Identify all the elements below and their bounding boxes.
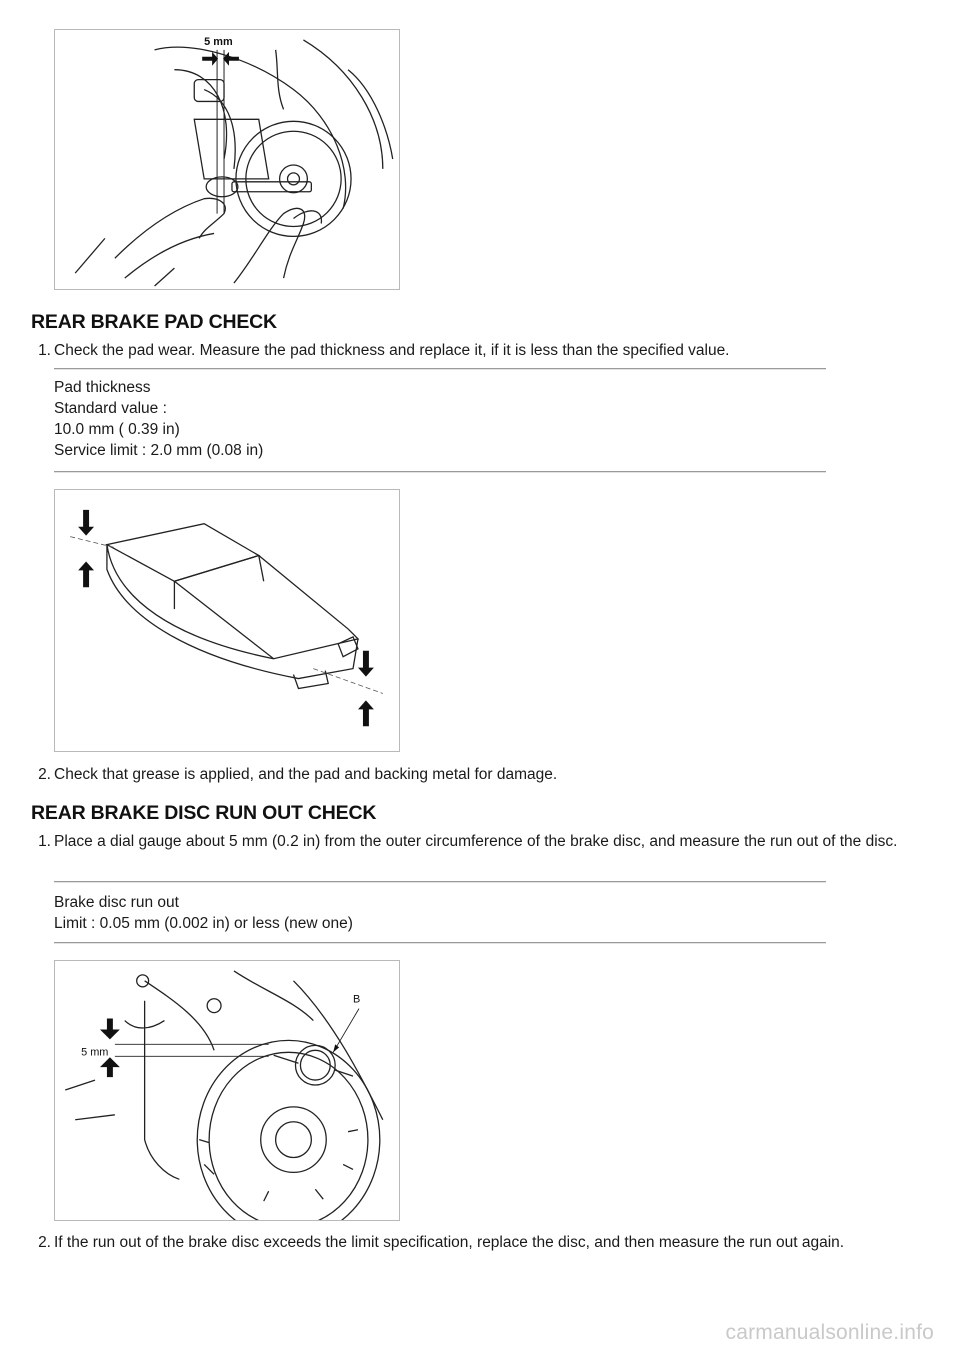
brake-pad-figure: [54, 489, 400, 752]
caliper-measurement-drawing: [55, 30, 399, 289]
spec-line: Brake disc run out: [54, 894, 179, 911]
step-text: Check that grease is applied, and the pad and backing metal for damage.: [54, 766, 558, 783]
step-number: 1.: [38, 833, 51, 850]
step-text: If the run out of the brake disc exceeds the limit specification, replace the disc, and then measure the run out again.: [54, 1234, 845, 1251]
dial-gauge-figure: [54, 960, 400, 1221]
step-number: 1.: [38, 342, 51, 359]
step-text: Place a dial gauge about 5 mm (0.2 in) from the outer circumference of the brake disc, and measure the run out of the disc.: [54, 833, 898, 850]
spec-divider-bottom: [54, 471, 826, 472]
spec-divider-bottom: [54, 942, 826, 943]
spec-line: Standard value :: [54, 400, 167, 417]
section1-title: REAR BRAKE PAD CHECK: [31, 311, 277, 333]
dial-gauge-drawing: [55, 961, 399, 1220]
spec-line: 10.0 mm ( 0.39 in): [54, 421, 180, 438]
spec-line: Pad thickness: [54, 379, 151, 396]
fig3-dimension-label: 5 mm: [81, 1046, 109, 1059]
brake-pad-drawing: [55, 490, 399, 751]
section2-title: REAR BRAKE DISC RUN OUT CHECK: [31, 802, 377, 824]
caliper-measurement-figure: [54, 29, 400, 290]
step-number: 2.: [38, 766, 51, 783]
section2-step2: [31, 1232, 920, 1274]
section1-step1: [31, 340, 920, 361]
section1-step2: [31, 764, 920, 785]
fig3-callout-label: B: [353, 993, 361, 1006]
spec-divider-top: [54, 881, 826, 882]
spec-line: Service limit : 2.0 mm (0.08 in): [54, 442, 264, 459]
disc-runout-spec: [54, 892, 826, 934]
fig1-dimension-label: 5 mm: [204, 35, 233, 48]
spec-divider-top: [54, 368, 826, 369]
watermark: carmanualsonline.info: [725, 1321, 934, 1344]
step-number: 2.: [38, 1234, 51, 1251]
pad-thickness-spec: [54, 377, 826, 461]
spec-line: Limit : 0.05 mm (0.002 in) or less (new one): [54, 915, 353, 932]
section2-step1: [31, 831, 920, 873]
step-text: Check the pad wear. Measure the pad thickness and replace it, if it is less than the specified value.: [54, 342, 730, 359]
